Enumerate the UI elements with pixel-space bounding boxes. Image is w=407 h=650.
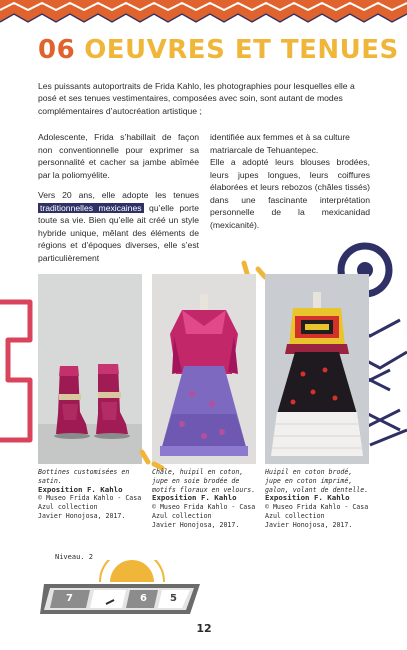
page-title	[38, 30, 399, 70]
photo-shawl-dress	[152, 274, 256, 464]
caption-credit: Javier Honojosa, 2017.	[265, 520, 353, 529]
caption-description: Châle, huipil en coton, jupe en soie brodée de motifs floraux en velours.	[152, 468, 256, 494]
hopscotch-number: 5	[170, 593, 177, 604]
section-number: 06	[38, 35, 76, 65]
hopscotch-graphic	[40, 560, 210, 620]
text-column-right	[210, 131, 370, 239]
caption-shawl-dress	[152, 468, 260, 530]
level-label: Niveau. 2	[55, 553, 93, 561]
caption-credit: © Museo Frida Kahlo - Casa Azul collection	[38, 494, 142, 512]
caption-description: Bottines customisées en satin.	[38, 468, 130, 485]
decorative-pink-bracket	[0, 290, 40, 450]
paragraph: identifiée aux femmes et à sa culture matriarcale de Tehuantepec.	[210, 132, 350, 155]
paragraph	[38, 189, 199, 264]
caption-credit: © Museo Frida Kahlo - Casa Azul collection	[265, 503, 369, 520]
caption-description: Huipil en coton brodé, jupe en coton imprimé, galon, volant de dentelle.	[265, 468, 369, 494]
photo-huipil-dress	[265, 274, 369, 464]
paragraph: Adolescente, Frida s’habillait de façon non conventionnelle pour exprimer sa personnalité et cacher sa jambe abîmée par la poliomyélite.	[38, 132, 199, 180]
page-number: 12	[196, 622, 212, 635]
text-run: Vers 20 ans, elle adopte les tenues	[38, 190, 199, 200]
hopscotch-number: 7	[66, 593, 73, 604]
caption-credit: © Museo Frida Kahlo - Casa Azul collection	[152, 503, 256, 520]
top-zigzag-band	[0, 0, 407, 30]
caption-exhibition: Exposition F. Kahlo	[265, 493, 350, 503]
caption-huipil-dress	[265, 468, 371, 530]
caption-exhibition: Exposition F. Kahlo	[152, 493, 237, 503]
hopscotch-number: 6	[140, 593, 147, 604]
photo-boots	[38, 274, 142, 464]
section-title: OEUVRES ET TENUES	[84, 35, 399, 65]
caption-boots	[38, 468, 142, 521]
caption-credit: Javier Honojosa, 2017.	[152, 520, 240, 529]
highlighted-phrase: traditionnelles mexicaines	[40, 202, 142, 213]
caption-credit: Javier Honojosa, 2017.	[38, 511, 126, 520]
text-column-left	[38, 131, 199, 272]
text-run: qu’elle porte toute sa vie. Bien qu’elle ait créé un style hybride unique, mêlant des éléments de régions et d’époques diverses, elle s’est particulièrement	[38, 202, 199, 263]
intro-paragraph: Les puissants autoportraits de Frida Kahlo, les photographies pour lesquelles elle a posé et ses tenues vestimentaires, composées avec soin, sont autant de modes complémentaires d’autocréation artistique ;	[38, 81, 355, 116]
paragraph: Elle a adopté leurs blouses brodées, leurs jupes longues, leurs coiffures élaborées et leurs rebozos (châles tissés) dans une fascinante interprétation personnelle de la mexicanidad (mexicanité).	[210, 157, 370, 230]
caption-exhibition: Exposition F. Kahlo	[38, 484, 123, 494]
